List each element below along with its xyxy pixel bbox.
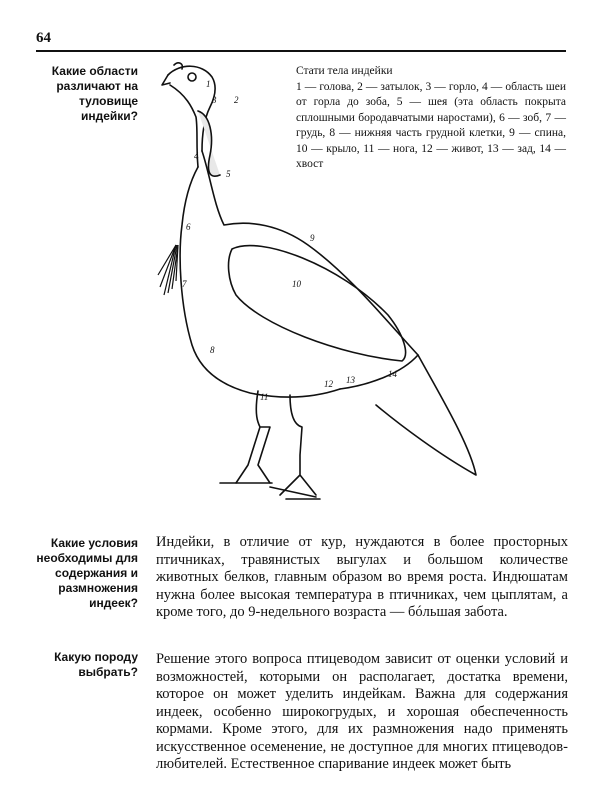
turkey-eye <box>188 73 196 81</box>
turkey-tail <box>340 355 476 475</box>
figure-label: 4 <box>194 151 199 161</box>
question-conditions: Какие условия необходимы для содержания и размножения индеек? <box>36 536 138 610</box>
figure-label: 2 <box>234 95 239 105</box>
figure-label: 5 <box>226 169 231 179</box>
figure-label: 6 <box>186 222 191 232</box>
page-number: 64 <box>36 30 51 46</box>
header-rule <box>36 50 566 52</box>
figure-caption <box>296 64 566 173</box>
answer-conditions: Индейки, в отличие от кур, нуждаются в более просторных птичниках, травянистых выгулах и большом количестве животных белков, главным образом во время роста. Индюшатам нужна более высокая температура в птичниках, чем цыплятам, а кроме того, до 9-недельного возраста — бóльшая забота. <box>156 534 568 620</box>
figure-label: 7 <box>182 279 187 289</box>
figure-label: 9 <box>310 233 315 243</box>
turkey-beard <box>158 245 178 295</box>
figure-caption-text: 1 — голова, 2 — затылок, 3 — горло, 4 — область шеи от горла до зоба, 5 — шея (эта область покрыта сплошными бородавчатыми наростами), 6 — зоб, 7 — грудь, 8 — нижняя часть грудной клетки, 9 — спина, 10 — крыло, 11 — нога, 12 — живот, 13 — зад, 14 — хвост <box>296 80 566 170</box>
figure-label: 11 <box>260 392 269 402</box>
turkey-wattle <box>198 111 220 176</box>
figure-label: 10 <box>292 279 301 289</box>
figure-label: 12 <box>324 379 333 389</box>
turkey-leg-left <box>236 391 270 483</box>
question-body-regions: Какие области различают на туловище индейки? <box>51 64 138 123</box>
figure-label: 3 <box>212 95 217 105</box>
figure-caption-title: Стати тела индейки <box>296 65 393 77</box>
turkey-leg-right <box>280 395 316 495</box>
answer-breed: Решение этого вопроса птицеводом зависит от оценки условий и возможностей, которыми он располагает, достатка времени, которое он может уделить индейкам. Важна для содержания индеек, особенно широкогрудых, и хорошая обеспеченность кормами. Кроме этого, для их размножения надо применять искусственное осеменение, не доступное для многих птицеводов-любителей. Естественное спаривание индеек может быть <box>156 651 568 772</box>
figure-label: 13 <box>346 375 355 385</box>
turkey-feet <box>220 483 320 499</box>
turkey-breast <box>180 167 340 397</box>
figure-label: 8 <box>210 345 215 355</box>
turkey-back <box>202 151 418 355</box>
question-breed: Какую породу выбрать? <box>54 650 138 679</box>
figure-label: 1 <box>206 79 211 89</box>
turkey-wing <box>229 246 406 361</box>
turkey-beak <box>162 75 170 85</box>
figure-label: 14 <box>388 369 397 379</box>
